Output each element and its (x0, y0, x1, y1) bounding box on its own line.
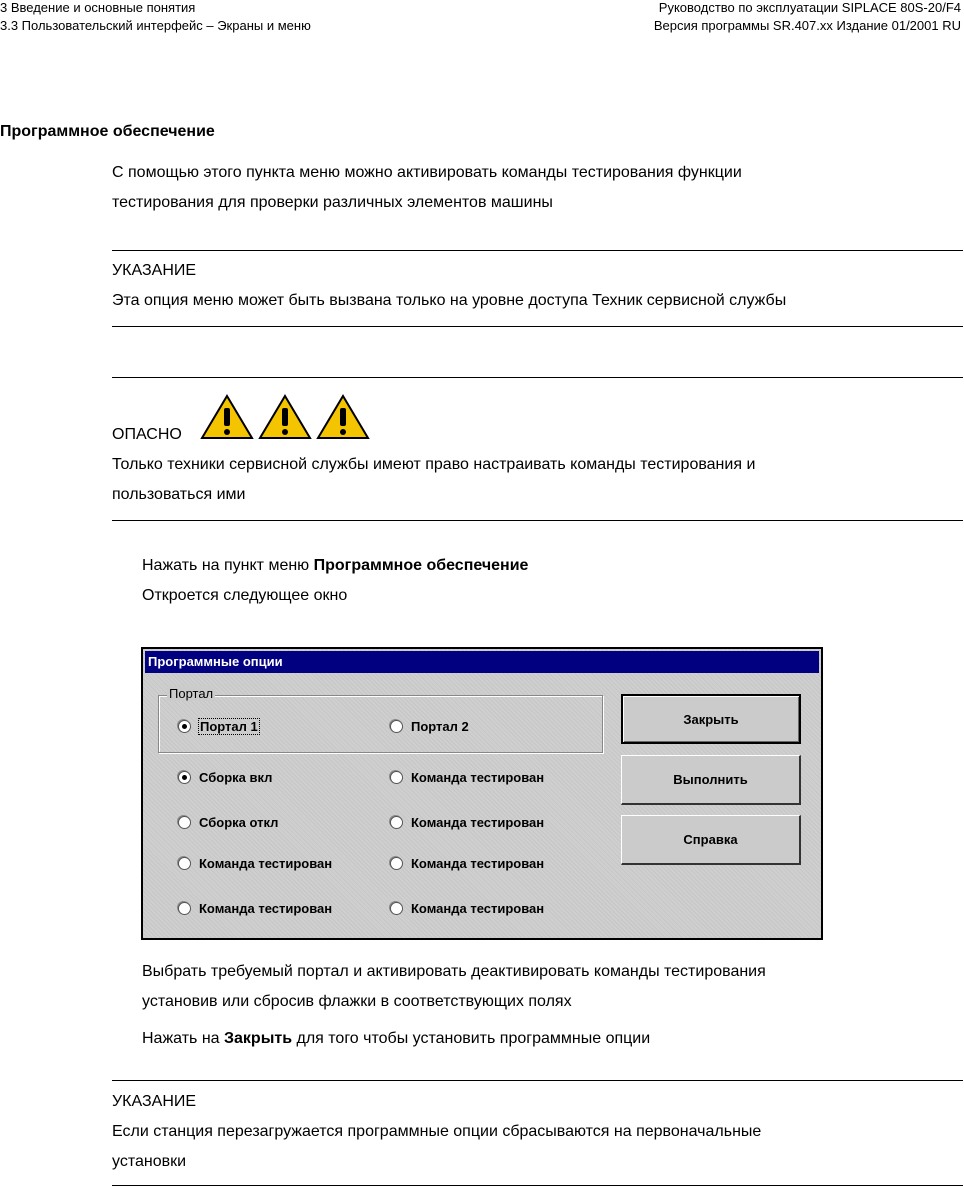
divider (112, 326, 963, 327)
radio-portal-2[interactable] (390, 719, 469, 734)
step-text: для того чтобы установить программные опции (292, 1030, 651, 1047)
radio-test-command[interactable] (178, 901, 332, 916)
button-name: Закрыть (224, 1030, 293, 1047)
radio-test-command[interactable] (390, 815, 544, 830)
radio-circle[interactable] (390, 771, 403, 784)
divider (112, 1185, 963, 1186)
header-version: Версия программы SR.407.xx Издание 01/2001 RU (653, 18, 961, 33)
note-label: УКАЗАНИЕ (112, 262, 197, 279)
danger-text: пользоваться ими (112, 486, 246, 503)
radio-label: Команда тестирован (411, 815, 545, 830)
note-text: Эта опция меню может быть вызвана только на уровне доступа Техник сервисной службы (112, 292, 787, 309)
divider (112, 520, 963, 521)
divider (112, 250, 963, 251)
radio-assembly-off[interactable] (178, 815, 278, 830)
warning-triangle-icon (200, 394, 254, 440)
radio-label: Команда тестирован (199, 901, 333, 916)
header-manual: Руководство по эксплуатации SIPLACE 80S-20/F4 (658, 0, 961, 15)
radio-circle[interactable] (178, 771, 191, 784)
step-text: Нажать на пункт меню (142, 557, 314, 574)
warning-triangle-icon (258, 394, 312, 440)
intro-line: тестирования для проверки различных элементов машины (112, 194, 553, 211)
radio-circle[interactable] (178, 902, 191, 915)
radio-portal-1[interactable] (178, 719, 259, 734)
software-options-dialog (141, 647, 823, 940)
radio-circle[interactable] (178, 816, 191, 829)
danger-text: Только техники сервисной службы имеют право настраивать команды тестирования и (112, 456, 756, 473)
note-text: Если станция перезагружается программные опции сбрасываются на первоначальные (112, 1123, 762, 1140)
note-label: УКАЗАНИЕ (112, 1093, 197, 1110)
warning-triangle-icon (316, 394, 370, 440)
dialog-title: Программные опции (145, 651, 819, 673)
step-text: Нажать на (142, 1030, 224, 1047)
radio-circle[interactable] (390, 720, 403, 733)
radio-circle[interactable] (178, 720, 191, 733)
warning-icons (200, 394, 374, 445)
divider (112, 1080, 963, 1081)
radio-label: Команда тестирован (411, 901, 545, 916)
header-chapter: 3 Введение и основные понятия (0, 0, 196, 15)
radio-label: Команда тестирован (411, 770, 545, 785)
close-button[interactable]: Закрыть (621, 694, 801, 744)
execute-button[interactable]: Выполнить (621, 755, 801, 805)
radio-test-command[interactable] (390, 856, 544, 871)
radio-label: Портал 1 (200, 719, 258, 734)
danger-label: ОПАСНО (112, 426, 182, 443)
step-instruction (142, 557, 528, 575)
header-section: 3.3 Пользовательский интерфейс – Экраны и меню (0, 18, 311, 33)
radio-assembly-on[interactable] (178, 770, 272, 785)
step-instruction (142, 1030, 650, 1048)
help-button[interactable]: Справка (621, 815, 801, 865)
portal-group-label: Портал (169, 686, 214, 701)
radio-label: Портал 2 (411, 719, 469, 734)
radio-label: Команда тестирован (199, 856, 333, 871)
radio-test-command[interactable] (390, 770, 544, 785)
radio-label: Сборка откл (199, 815, 279, 830)
section-title: Программное обеспечение (0, 123, 215, 140)
radio-circle[interactable] (390, 857, 403, 870)
radio-test-command[interactable] (178, 856, 332, 871)
radio-label: Сборка вкл (199, 770, 273, 785)
menu-item-name: Программное обеспечение (313, 557, 529, 574)
radio-test-command[interactable] (390, 901, 544, 916)
radio-circle[interactable] (390, 816, 403, 829)
radio-circle[interactable] (390, 902, 403, 915)
intro-line: С помощью этого пункта меню можно активировать команды тестирования функции (112, 164, 742, 181)
note-text: установки (112, 1153, 187, 1170)
step-result: Откроется следующее окно (142, 587, 348, 604)
radio-circle[interactable] (178, 857, 191, 870)
divider (112, 377, 963, 378)
instruction-text: Выбрать требуемый портал и активировать деактивировать команды тестирования (142, 963, 766, 980)
instruction-text: установив или сбросив флажки в соответствующих полях (142, 993, 572, 1010)
radio-label: Команда тестирован (411, 856, 545, 871)
